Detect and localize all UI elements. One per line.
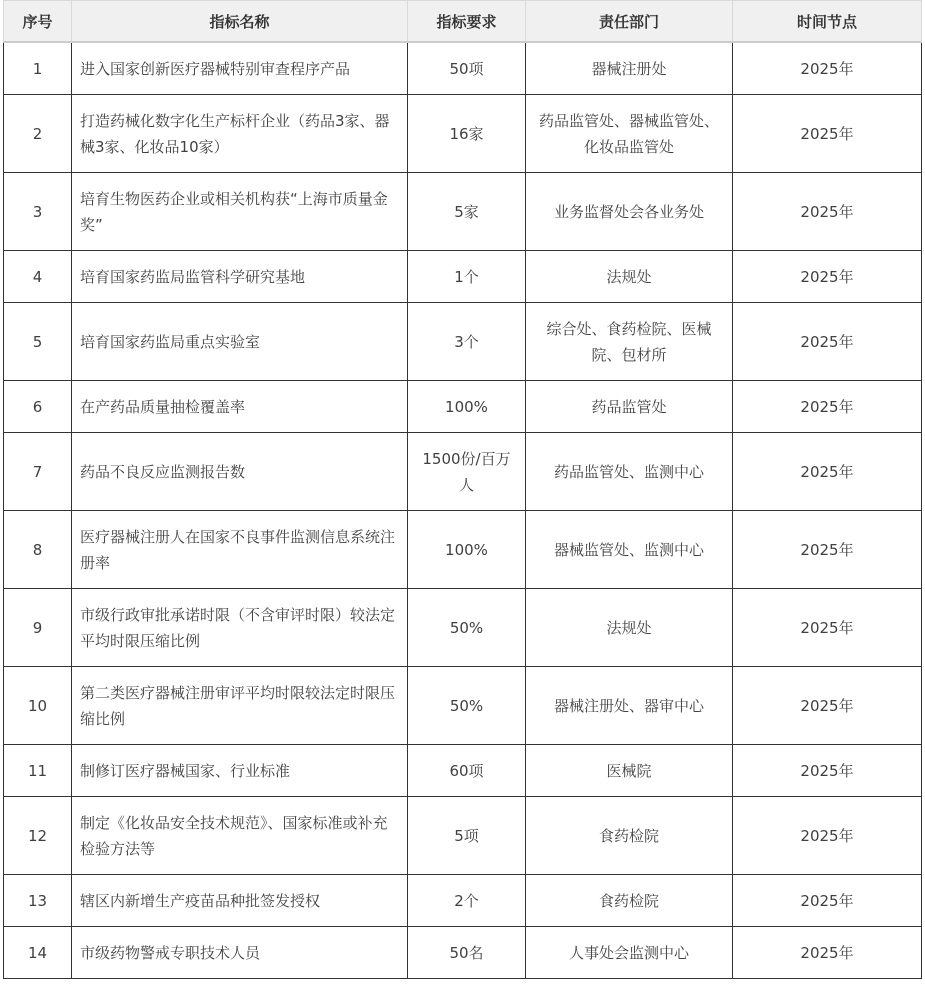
row-department: 综合处、食药检院、医械院、包材所 [526,303,733,381]
row-no: 2 [4,95,72,173]
row-no: 4 [4,251,72,303]
table-row [4,745,922,797]
row-deadline: 2025年 [733,433,922,511]
header-department: 责任部门 [526,1,733,43]
row-name: 药品不良反应监测报告数 [72,433,408,511]
row-name: 制定《化妆品安全技术规范》、国家标准或补充检验方法等 [72,797,408,875]
row-deadline: 2025年 [733,381,922,433]
row-name: 第二类医疗器械注册审评平均时限较法定时限压缩比例 [72,667,408,745]
row-name: 在产药品质量抽检覆盖率 [72,381,408,433]
row-department: 器械注册处、器审中心 [526,667,733,745]
table-row [4,927,922,979]
row-requirement: 100% [408,511,526,589]
row-deadline: 2025年 [733,927,922,979]
table-row [4,667,922,745]
row-name: 培育国家药监局监管科学研究基地 [72,251,408,303]
row-requirement: 1个 [408,251,526,303]
table-row [4,875,922,927]
row-department: 器械注册处 [526,42,733,95]
row-name: 医疗器械注册人在国家不良事件监测信息系统注册率 [72,511,408,589]
row-no: 10 [4,667,72,745]
row-no: 12 [4,797,72,875]
row-requirement: 5项 [408,797,526,875]
row-no: 8 [4,511,72,589]
row-name: 制修订医疗器械国家、行业标准 [72,745,408,797]
row-name: 打造药械化数字化生产标杆企业（药品3家、器械3家、化妆品10家） [72,95,408,173]
row-name: 市级行政审批承诺时限（不含审评时限）较法定平均时限压缩比例 [72,589,408,667]
row-no: 13 [4,875,72,927]
row-deadline: 2025年 [733,95,922,173]
row-department: 药品监管处、器械监管处、化妆品监管处 [526,95,733,173]
row-no: 9 [4,589,72,667]
row-no: 6 [4,381,72,433]
row-deadline: 2025年 [733,589,922,667]
table-row [4,95,922,173]
row-deadline: 2025年 [733,303,922,381]
row-department: 人事处会监测中心 [526,927,733,979]
row-department: 食药检院 [526,797,733,875]
row-department: 法规处 [526,251,733,303]
row-deadline: 2025年 [733,511,922,589]
row-deadline: 2025年 [733,797,922,875]
indicator-table [3,0,922,979]
row-department: 法规处 [526,589,733,667]
row-deadline: 2025年 [733,173,922,251]
row-requirement: 50% [408,589,526,667]
row-requirement: 1500份/百万人 [408,433,526,511]
row-requirement: 16家 [408,95,526,173]
row-deadline: 2025年 [733,251,922,303]
row-no: 3 [4,173,72,251]
row-requirement: 50项 [408,42,526,95]
table-row [4,173,922,251]
row-name: 市级药物警戒专职技术人员 [72,927,408,979]
row-requirement: 60项 [408,745,526,797]
row-name: 培育国家药监局重点实验室 [72,303,408,381]
row-name: 进入国家创新医疗器械特别审查程序产品 [72,42,408,95]
row-no: 5 [4,303,72,381]
row-department: 医械院 [526,745,733,797]
row-no: 14 [4,927,72,979]
row-no: 1 [4,42,72,95]
row-requirement: 3个 [408,303,526,381]
row-name: 辖区内新增生产疫苗品种批签发授权 [72,875,408,927]
table-row [4,797,922,875]
row-requirement: 50% [408,667,526,745]
row-deadline: 2025年 [733,667,922,745]
row-requirement: 2个 [408,875,526,927]
row-deadline: 2025年 [733,745,922,797]
table-row [4,42,922,95]
row-requirement: 5家 [408,173,526,251]
row-requirement: 100% [408,381,526,433]
row-deadline: 2025年 [733,875,922,927]
row-no: 11 [4,745,72,797]
row-department: 器械监管处、监测中心 [526,511,733,589]
row-no: 7 [4,433,72,511]
header-no: 序号 [4,1,72,43]
row-requirement: 50名 [408,927,526,979]
row-department: 药品监管处 [526,381,733,433]
table-row [4,589,922,667]
header-deadline: 时间节点 [733,1,922,43]
table-row [4,433,922,511]
row-department: 业务监督处会各业务处 [526,173,733,251]
row-department: 药品监管处、监测中心 [526,433,733,511]
table-row [4,511,922,589]
table-row [4,381,922,433]
header-name: 指标名称 [72,1,408,43]
table-row [4,303,922,381]
row-department: 食药检院 [526,875,733,927]
table-header-row [4,1,922,43]
row-name: 培育生物医药企业或相关机构获“上海市质量金奖” [72,173,408,251]
table-row [4,251,922,303]
header-requirement: 指标要求 [408,1,526,43]
row-deadline: 2025年 [733,42,922,95]
